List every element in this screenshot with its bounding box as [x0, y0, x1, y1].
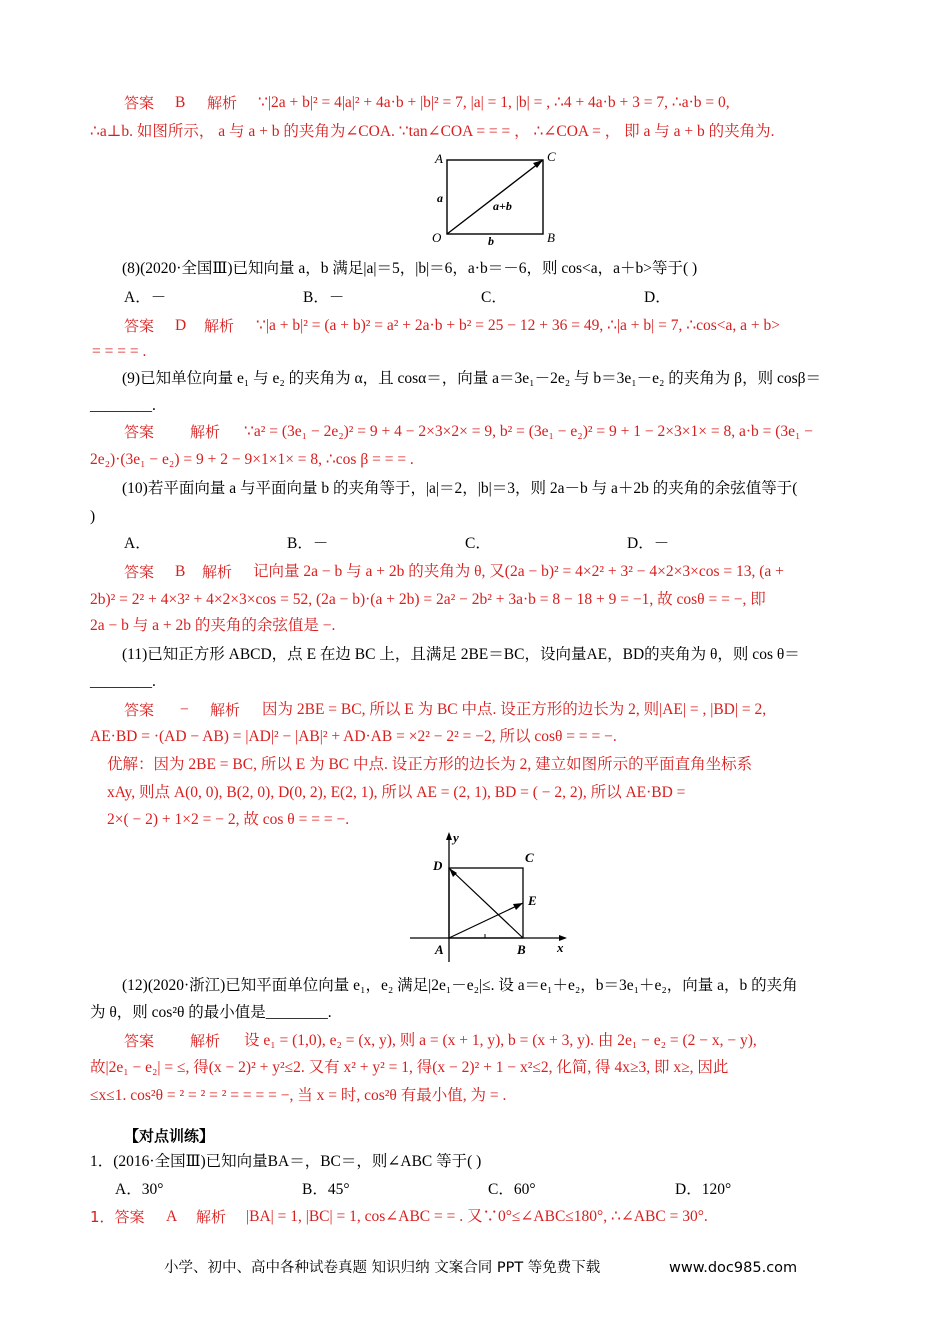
answer-blank: ________. [90, 673, 156, 690]
analysis-text: ∵|a + b|² = (a + b)² = a² + 2a·b + b² = 25 − 12 + 36 = 49, ∴|a + b| = 7, ∴cos<a, a + b> [256, 317, 781, 334]
footer-text: 小学、初中、高中各种试卷真题 知识归纳 文案合同 PPT 等免费下载 [164, 1260, 601, 1276]
answer-choice: D [175, 317, 187, 334]
option-a: A． [124, 535, 151, 552]
answer-label: 答案 [124, 1032, 155, 1050]
optimal-solution-text: xAy, 则点 A(0, 0), B(2, 0), D(0, 2), E(2, 1), 所以 AE = (2, 1), BD = ( − 2, 2), 所以 AE·BD = [107, 784, 686, 801]
answer-label: 答案 [124, 317, 155, 335]
y-axis-arrow [446, 832, 452, 840]
label-A: A [435, 151, 443, 166]
analysis-text: 因为 2BE = BC, 所以 E 为 BC 中点. 设正方形的边长为 2, 则|AE| = , |BD| = 2, [262, 701, 767, 718]
analysis-text: ∵a² = (3e₁ − 2e₂)² = 9 + 4 − 2×3×2× = 9, b² = (3e₁ − e₂)² = 9 + 1 − 2×3×1× = 8, a·b = (3e₁ − [244, 423, 814, 440]
question-text: (8)(2020·全国Ⅲ)已知向量 a，b 满足|a|＝5，|b|＝6，a·b＝－6，则 cos<a，a＋b>等于( ) [122, 260, 698, 277]
label-E: E [528, 893, 537, 908]
label-B: B [517, 942, 526, 957]
footer-url[interactable]: www.doc985.com [669, 1260, 798, 1276]
answer-choice: B [175, 94, 186, 111]
analysis-label: 解析 [204, 317, 235, 335]
label-b: b [488, 234, 494, 248]
section-title: 【对点训练】 [124, 1127, 215, 1145]
answer-label: 答案 [124, 94, 155, 112]
label-x: x [557, 940, 564, 955]
label-B: B [547, 230, 555, 245]
analysis-label: 解析 [190, 1032, 221, 1050]
analysis-text: 故|2e₁ − e₂| = ≤, 得(x − 2)² + y²≤2. 又有 x² + y² = 1, 得(x − 2)² + 1 − x²≤2, 化简, 得 4x≥3, 即 x≥, 因此 [90, 1059, 729, 1076]
question-text: (10)若平面向量 a 与平面向量 b 的夹角等于，|a|＝2，|b|＝3，则 2a－b 与 a＋2b 的夹角的余弦值等于( [122, 480, 798, 497]
analysis-text: |BA| = 1, |BC| = 1, cos∠ABC = = . 又∵0°≤∠ABC≤180°, ∴∠ABC = 30°. [246, 1208, 708, 1225]
option-d: D． [644, 289, 671, 306]
analysis-text: AE·BD = ·(AD − AB) = |AD|² − |AB|² + AD·AB = ×2² − 2² = −2, 所以 cosθ = = = −. [90, 728, 617, 745]
analysis-label: 解析 [196, 1208, 227, 1226]
answer-value: − [180, 701, 189, 718]
option-d: D．120° [675, 1181, 732, 1198]
option-c: C． [465, 535, 491, 552]
analysis-text: 记向量 2a − b 与 a + 2b 的夹角为 θ, 又(2a − b)² = 4×2² + 3² − 4×2×3×cos = 13, (a + [253, 563, 784, 580]
option-b: B．－ [303, 289, 345, 306]
vector-AE-arrow [513, 903, 523, 910]
label-A: A [435, 942, 444, 957]
option-c: C．60° [488, 1181, 536, 1198]
answer-choice: A [166, 1208, 178, 1225]
coordinate-square-figure [405, 828, 575, 968]
analysis-text: 2b)² = 2² + 4×3² + 4×2×3×cos = 52, (2a − b)·(a + 2b) = 2a² − 2b² + 3a·b = 8 − 18 + 9 = −1, 故 cosθ = = −, 即 [90, 591, 766, 608]
analysis-text: 2a − b 与 a + 2b 的夹角的余弦值是 −. [90, 617, 336, 634]
diagonal-line [447, 160, 543, 234]
analysis-text: = = = = . [92, 343, 147, 360]
optimal-solution-text: 优解：因为 2BE = BC, 所以 E 为 BC 中点. 设正方形的边长为 2, 建立如图所示的平面直角坐标系 [107, 756, 753, 773]
label-O: O [432, 230, 442, 245]
answer-label: 答案 [124, 563, 155, 581]
question-text: (12)(2020·浙江)已知平面单位向量 e₁，e₂ 满足|2e₁－e₂|≤. 设 a＝e₁＋e₂，b＝3e₁＋e₂，向量 a，b 的夹角 [122, 977, 798, 994]
answer-blank: ________. [90, 397, 156, 414]
label-C: C [547, 149, 556, 164]
question-text: 为 θ，则 cos²θ 的最小值是________. [90, 1004, 332, 1021]
vector-AE [449, 903, 523, 938]
option-a: A．30° [115, 1181, 164, 1198]
question-text: 1．(2016·全国Ⅲ)已知向量BA＝，BC＝，则∠ABC 等于( ) [90, 1153, 482, 1170]
analysis-text: ∵|2a + b|² = 4|a|² + 4a·b + |b|² = 7, |a| = 1, |b| = , ∴4 + 4a·b + 3 = 7, ∴a·b = 0, [258, 94, 730, 111]
label-a: a [437, 191, 443, 205]
analysis-text: 设 e₁ = (1,0), e₂ = (x, y), 则 a = (x + 1, y), b = (x + 3, y). 由 2e₁ − e₂ = (2 − x, − y), [244, 1032, 757, 1049]
answer-choice: B [175, 563, 186, 580]
rectangle-vector-figure [425, 148, 560, 248]
analysis-label: 解析 [190, 423, 221, 441]
vector-BD [449, 868, 523, 938]
label-D: D [433, 858, 443, 873]
option-b: B．－ [287, 535, 329, 552]
optimal-solution-text: 2×( − 2) + 1×2 = − 2, 故 cos θ = = = −. [107, 811, 350, 828]
question-text: (11)已知正方形 ABCD，点 E 在边 BC 上，且满足 2BE＝BC，设向量AE，BD的夹角为 θ，则 cos θ＝ [122, 646, 800, 663]
option-a: A．－ [124, 289, 167, 306]
label-a-plus-b: a+b [493, 199, 512, 213]
label-y: y [453, 830, 459, 845]
question-text: (9)已知单位向量 e₁ 与 e₂ 的夹角为 α，且 cosα＝，向量 a＝3e₁－2e₂ 与 b＝3e₁－e₂ 的夹角为 β，则 cosβ＝ [122, 370, 821, 387]
analysis-label: 解析 [202, 563, 233, 581]
analysis-label: 解析 [210, 701, 241, 719]
question-text: ) [90, 508, 96, 525]
option-b: B．45° [302, 1181, 350, 1198]
option-c: C． [481, 289, 507, 306]
option-d: D．－ [627, 535, 670, 552]
answer-label: 答案 [124, 423, 155, 441]
analysis-text: 2e₂)·(3e₁ − e₂) = 9 + 2 − 9×1×1× = 8, ∴cos β = = = . [90, 451, 414, 468]
analysis-label: 解析 [207, 94, 238, 112]
analysis-text: ≤x≤1. cos²θ = ² = ² = ² = = = = −, 当 x = 时, cos²θ 有最小值, 为 = . [90, 1087, 507, 1104]
vector-BD-arrow [449, 868, 457, 877]
label-C: C [525, 850, 534, 865]
answer-label: 答案 [124, 701, 155, 719]
answer-label: 1．答案 [90, 1208, 145, 1226]
analysis-text: ∴a⊥b. 如图所示， a 与 a + b 的夹角为∠COA. ∵tan∠COA = = = ， ∴∠COA = ， 即 a 与 a + b 的夹角为. [90, 123, 775, 140]
